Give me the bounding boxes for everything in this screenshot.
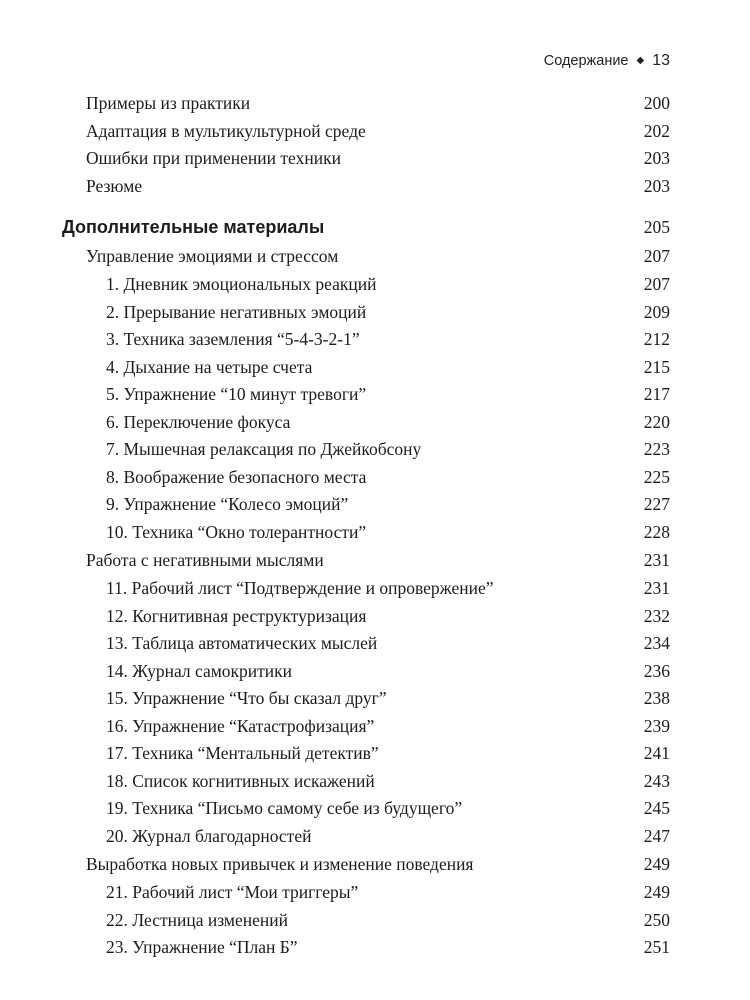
- toc-entry-page: 225: [643, 466, 670, 487]
- toc-exercise-entry[interactable]: [62, 795, 670, 823]
- toc-entry-title: Управление эмоциями и стрессом: [86, 246, 339, 266]
- table-of-contents: [62, 90, 670, 962]
- page-number: 13: [652, 52, 670, 69]
- toc-entry-page: 207: [643, 246, 670, 266]
- toc-entry-page: 205: [643, 217, 670, 237]
- toc-exercise-entry[interactable]: [62, 740, 670, 768]
- toc-exercise-entry[interactable]: [62, 354, 670, 382]
- toc-entry-title: Ошибки при применении техники: [86, 148, 341, 168]
- toc-section-heading[interactable]: [62, 213, 670, 242]
- toc-exercise-entry[interactable]: [62, 299, 670, 327]
- toc-entry-page: 236: [643, 660, 670, 681]
- toc-entry-title: 4. Дыхание на четыре счета: [106, 356, 313, 377]
- toc-entry-title: 11. Рабочий лист “Подтверждение и опровержение”: [106, 578, 494, 598]
- toc-entry-title: 5. Упражнение “10 минут тревоги”: [106, 384, 367, 404]
- toc-entry-page: 202: [643, 120, 670, 141]
- toc-exercise-entry[interactable]: [62, 907, 670, 935]
- toc-entry-page: 250: [643, 909, 670, 930]
- toc-entry-page: 203: [643, 175, 670, 196]
- toc-exercise-entry[interactable]: [62, 436, 670, 464]
- toc-exercise-entry[interactable]: [62, 575, 670, 603]
- toc-entry-page: 234: [643, 633, 670, 653]
- toc-entry-title: 16. Упражнение “Катастрофизация”: [106, 715, 375, 736]
- toc-exercise-entry[interactable]: [62, 879, 670, 907]
- toc-entry-title: 6. Переключение фокуса: [106, 411, 291, 432]
- toc-entry-page: 231: [643, 550, 670, 570]
- toc-entry-title: 21. Рабочий лист “Мои триггеры”: [106, 882, 359, 902]
- toc-entry-page: 223: [643, 439, 670, 459]
- toc-exercise-entry[interactable]: [62, 823, 670, 851]
- toc-entry-title: 2. Прерывание негативных эмоций: [106, 301, 367, 322]
- toc-entry-title: 18. Список когнитивных искажений: [106, 770, 375, 791]
- toc-entry-title: Примеры из практики: [86, 93, 251, 113]
- toc-entry-title: 23. Упражнение “План Б”: [106, 937, 298, 957]
- toc-exercise-entry[interactable]: [62, 271, 670, 299]
- toc-entry-page: 217: [643, 384, 670, 404]
- toc-exercise-entry[interactable]: [62, 409, 670, 437]
- toc-entry-page: 247: [643, 825, 670, 846]
- toc-entry-title: 8. Воображение безопасного места: [106, 466, 367, 487]
- toc-chapter-entry[interactable]: [62, 90, 670, 118]
- toc-entry-page: 212: [643, 329, 670, 349]
- toc-entry-title: 19. Техника “Письмо самому себе из будущего”: [106, 798, 463, 818]
- toc-exercise-entry[interactable]: [62, 934, 670, 962]
- toc-exercise-entry[interactable]: [62, 491, 670, 519]
- toc-exercise-entry[interactable]: [62, 658, 670, 686]
- toc-entry-title: 9. Упражнение “Колесо эмоций”: [106, 494, 349, 514]
- toc-entry-page: 203: [643, 148, 670, 168]
- toc-exercise-entry[interactable]: [62, 381, 670, 409]
- toc-entry-page: 227: [643, 494, 670, 514]
- toc-entry-page: 232: [643, 605, 670, 626]
- toc-entry-title: 22. Лестница изменений: [106, 909, 288, 930]
- toc-entry-page: 241: [643, 743, 670, 763]
- toc-chapter-entry[interactable]: [62, 546, 670, 575]
- toc-entry-page: 200: [643, 93, 670, 113]
- toc-entry-title: 3. Техника заземления “5-4-3-2-1”: [106, 329, 360, 349]
- toc-chapter-entry[interactable]: [62, 242, 670, 271]
- toc-entry-page: 215: [643, 356, 670, 377]
- toc-exercise-entry[interactable]: [62, 603, 670, 631]
- toc-entry-title: Адаптация в мультикультурной среде: [86, 120, 366, 141]
- toc-entry-page: 228: [643, 521, 670, 542]
- toc-entry-title: 7. Мышечная релаксация по Джейкобсону: [106, 439, 422, 459]
- running-head: [544, 52, 670, 70]
- toc-exercise-entry[interactable]: [62, 713, 670, 741]
- toc-entry-title: Дополнительные материалы: [62, 217, 325, 237]
- toc-entry-page: 249: [643, 854, 670, 874]
- toc-chapter-entry[interactable]: [62, 173, 670, 201]
- toc-exercise-entry[interactable]: [62, 519, 670, 547]
- toc-entry-page: 239: [643, 715, 670, 736]
- toc-entry-title: 12. Когнитивная реструктуризация: [106, 605, 367, 626]
- toc-exercise-entry[interactable]: [62, 630, 670, 658]
- toc-entry-title: Работа с негативными мыслями: [86, 550, 324, 570]
- toc-entry-page: 251: [643, 937, 670, 957]
- toc-entry-page: 238: [643, 688, 670, 708]
- toc-entry-title: 10. Техника “Окно толерантности”: [106, 521, 367, 542]
- toc-exercise-entry[interactable]: [62, 464, 670, 492]
- toc-exercise-entry[interactable]: [62, 326, 670, 354]
- toc-chapter-entry[interactable]: [62, 850, 670, 879]
- toc-entry-title: Резюме: [86, 175, 143, 196]
- toc-chapter-entry[interactable]: [62, 145, 670, 173]
- toc-entry-title: 15. Упражнение “Что бы сказал друг”: [106, 688, 387, 708]
- toc-entry-page: 209: [643, 301, 670, 322]
- toc-entry-title: 17. Техника “Ментальный детектив”: [106, 743, 379, 763]
- toc-entry-page: 220: [643, 411, 670, 432]
- toc-entry-title: 14. Журнал самокритики: [106, 660, 293, 681]
- toc-entry-page: 249: [643, 882, 670, 902]
- toc-entry-page: 245: [643, 798, 670, 818]
- diamond-icon: ◆: [636, 55, 645, 66]
- toc-entry-title: 20. Журнал благодарностей: [106, 825, 312, 846]
- toc-chapter-entry[interactable]: [62, 118, 670, 146]
- running-head-title: Содержание: [543, 53, 629, 69]
- toc-entry-page: 207: [643, 274, 670, 294]
- toc-entry-title: 1. Дневник эмоциональных реакций: [106, 274, 377, 294]
- toc-exercise-entry[interactable]: [62, 768, 670, 796]
- toc-entry-page: 243: [643, 770, 670, 791]
- toc-entry-title: Выработка новых привычек и изменение поведения: [86, 854, 474, 874]
- toc-exercise-entry[interactable]: [62, 685, 670, 713]
- toc-entry-title: 13. Таблица автоматических мыслей: [106, 633, 378, 653]
- toc-entry-page: 231: [643, 578, 670, 598]
